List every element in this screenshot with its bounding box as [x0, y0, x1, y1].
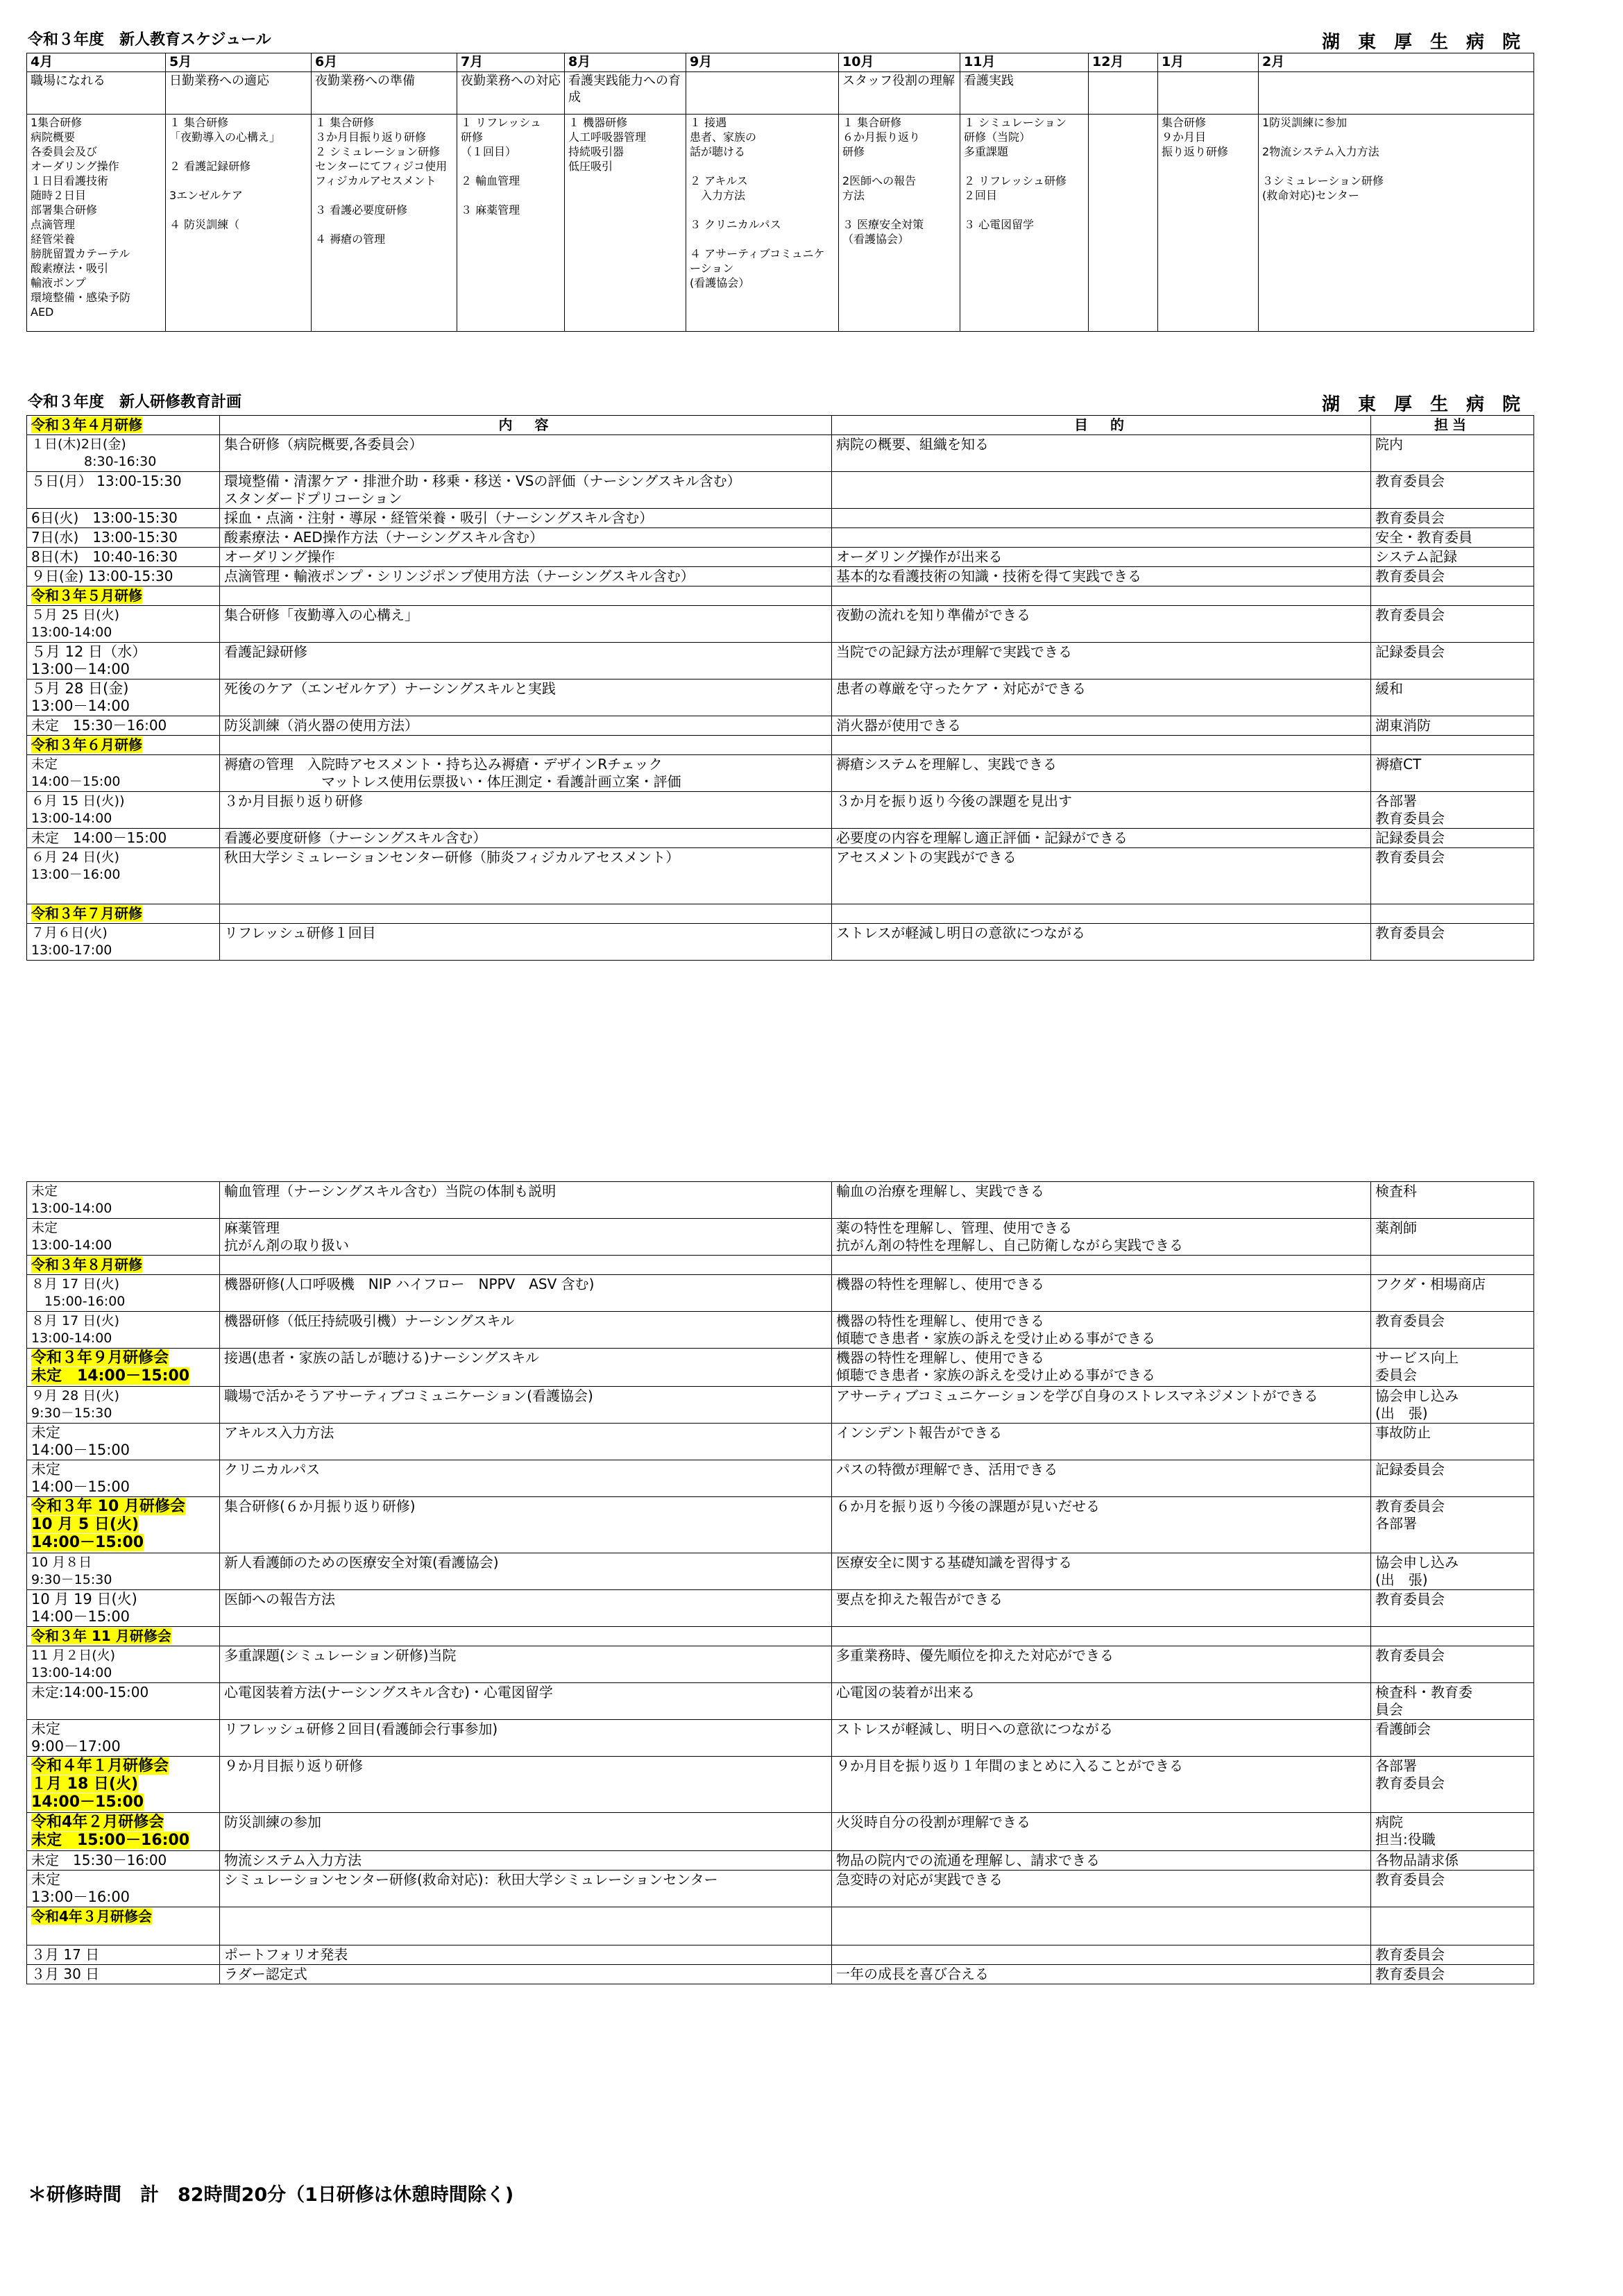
plan-row	[27, 1683, 1534, 1720]
schedule-row-details	[27, 115, 1534, 332]
owner-cell: 検査科	[1371, 1182, 1534, 1219]
content-cell: ３か月目振り返り研修	[220, 792, 832, 829]
section-heading-highlight: 令和３年９月研修会 未定 14:00－15:00	[31, 1349, 190, 1385]
purpose-cell: 一年の成長を喜び合える	[832, 1965, 1371, 1984]
plan-header-cell: 内 容	[220, 416, 832, 435]
date-cell-heading	[27, 1349, 220, 1387]
empty-cell	[832, 586, 1371, 606]
date-cell	[27, 1646, 220, 1683]
empty-cell	[220, 1627, 832, 1646]
content-cell: 看護必要度研修（ナーシングスキル含む）	[220, 829, 832, 848]
purpose-cell: 機器の特性を理解し、使用できる 傾聴でき患者・家族の訴えを受け止める事ができる	[832, 1312, 1371, 1349]
content-cell: オーダリング操作	[220, 548, 832, 567]
date-line: 10 月 19 日(火) 14:00－15:00	[31, 1591, 137, 1625]
date-cell	[27, 1219, 220, 1256]
purpose-cell: 急変時の対応が実践できる	[832, 1871, 1371, 1907]
purpose-cell: オーダリング操作が出来る	[832, 548, 1371, 567]
content-cell: リフレッシュ研修１回目	[220, 924, 832, 961]
empty-cell	[1371, 586, 1534, 606]
date-line: ９月 28 日(火) 9:30－15:30	[31, 1388, 120, 1421]
plan-row	[27, 848, 1534, 904]
owner-cell: 教育委員会	[1371, 1945, 1534, 1965]
date-cell	[27, 1312, 220, 1349]
content-cell: 接遇(患者・家族の話しが聴ける)ナーシングスキル	[220, 1349, 832, 1387]
owner-cell: 看護師会	[1371, 1720, 1534, 1757]
month-cell: 7月	[457, 53, 565, 72]
content-cell: ポートフォリオ発表	[220, 1945, 832, 1965]
content-cell: クリニカルパス	[220, 1460, 832, 1497]
owner-cell: 湖東消防	[1371, 716, 1534, 736]
content-cell: 集合研修「夜勤導入の心構え」	[220, 606, 832, 643]
content-cell: 職場で活かそうアサーティブコミュニケーション(看護協会)	[220, 1387, 832, 1424]
schedule-row-months	[27, 53, 1534, 72]
plan-row	[27, 716, 1534, 736]
detail-cell: 1防災訓練に参加 2物流システム入力方法 ３シミュレーション研修 (救命対応)センター	[1259, 115, 1534, 332]
date-line: 未定 13:00－16:00	[31, 1871, 130, 1905]
plan-header-cell: 目 的	[832, 416, 1371, 435]
detail-cell: １ リフレッシュ 研修 （１回目） ２ 輸血管理 ３ 麻薬管理	[457, 115, 565, 332]
goal-cell: 看護実践	[960, 72, 1089, 115]
date-cell-heading	[27, 1757, 220, 1813]
content-cell: 褥瘡の管理 入院時アセスメント・持ち込み褥瘡・デザインRチェック マットレス使用伝票扱い・体圧測定・看護計画立案・評価	[220, 755, 832, 792]
owner-cell: 薬剤師	[1371, 1219, 1534, 1256]
owner-cell: システム記録	[1371, 548, 1534, 567]
plan-row	[27, 435, 1534, 472]
empty-cell	[832, 1256, 1371, 1275]
content-cell: ９か月目振り返り研修	[220, 1757, 832, 1813]
detail-cell: １ 集合研修 ３か月目振り返り研修 ２ シミュレーション研修 センターにてフィジコ使用 フィジカルアセスメント ３ 看護必要度研修 ４ 褥瘡の管理	[312, 115, 457, 332]
section-heading-highlight: 令和３年７月研修	[31, 905, 142, 922]
content-cell: 防災訓練（消火器の使用方法）	[220, 716, 832, 736]
section-heading-highlight: 令和３年５月研修	[31, 587, 142, 604]
owner-cell: 協会申し込み (出 張)	[1371, 1553, 1534, 1590]
section-heading-highlight: 令和4年２月研修会 未定 15:00－16:00	[31, 1814, 190, 1849]
owner-cell: 記録委員会	[1371, 1460, 1534, 1497]
plan-row	[27, 1553, 1534, 1590]
purpose-cell: 機器の特性を理解し、使用できる	[832, 1275, 1371, 1312]
date-cell	[27, 1275, 220, 1312]
plan-title: 令和３年度 新人研修教育計画	[28, 394, 242, 411]
content-cell: 秋田大学シミュレーションセンター研修（肺炎フィジカルアセスメント）	[220, 848, 832, 904]
owner-cell: 教育委員会	[1371, 1965, 1534, 1984]
plan-row	[27, 1945, 1534, 1965]
purpose-cell: 病院の概要、組織を知る	[832, 435, 1371, 472]
content-cell: シミュレーションセンター研修(救命対応)：秋田大学シミュレーションセンター	[220, 1871, 832, 1907]
detail-cell: 1集合研修 病院概要 各委員会及び オーダリング操作 １日目看護技術 随時２日目 部署集合研修 点滴管理 経管栄養 膀胱留置カテーテル 酸素療法・吸引 輸液ポンプ 環境整備・感染予防 AED	[27, 115, 166, 332]
purpose-cell: ９か月目を振り返り１年間のまとめに入ることができる	[832, 1757, 1371, 1813]
date-line: ８月 17 日(火) 13:00-14:00	[31, 1313, 120, 1346]
content-cell: 防災訓練の参加	[220, 1813, 832, 1851]
date-cell	[27, 755, 220, 792]
plan-row	[27, 1312, 1534, 1349]
month-cell: 5月	[166, 53, 312, 72]
schedule-title: 令和３年度 新人教育スケジュール	[28, 31, 271, 49]
content-cell: 看護記録研修	[220, 643, 832, 679]
plan-header-cell: 担当	[1371, 416, 1534, 435]
empty-cell	[220, 904, 832, 924]
section-heading-highlight: 令和３年 11 月研修会	[31, 1628, 171, 1644]
owner-cell: 安全・教育委員	[1371, 528, 1534, 548]
goal-cell: 職場になれる	[27, 72, 166, 115]
month-cell: 4月	[27, 53, 166, 72]
plan-row	[27, 1424, 1534, 1460]
purpose-cell: ３か月を振り返り今後の課題を見出す	[832, 792, 1371, 829]
empty-cell	[1371, 1907, 1534, 1945]
owner-cell: 褥瘡CT	[1371, 755, 1534, 792]
date-cell: 未定:14:00-15:00	[27, 1683, 220, 1720]
empty-cell	[832, 1627, 1371, 1646]
content-cell: 死後のケア（エンゼルケア）ナーシングスキルと実践	[220, 679, 832, 716]
date-line: ７月６日(火) 13:00-17:00	[31, 925, 112, 958]
date-line: 未定 9:00－17:00	[31, 1721, 121, 1755]
date-cell	[27, 643, 220, 679]
content-cell: 機器研修（低圧持続吸引機）ナーシングスキル	[220, 1312, 832, 1349]
plan-section-row	[27, 586, 1534, 606]
owner-cell: 教育委員会	[1371, 1871, 1534, 1907]
plan-row	[27, 1646, 1534, 1683]
schedule-row-goals	[27, 72, 1534, 115]
plan-row	[27, 1813, 1534, 1851]
date-cell	[27, 679, 220, 716]
owner-cell: 検査科・教育委 員会	[1371, 1683, 1534, 1720]
date-cell	[27, 606, 220, 643]
owner-cell: 各物品請求係	[1371, 1851, 1534, 1871]
purpose-cell: ストレスが軽減し明日の意欲につながる	[832, 924, 1371, 961]
purpose-cell: 褥瘡システムを理解し、実践できる	[832, 755, 1371, 792]
purpose-cell: 医療安全に関する基礎知識を習得する	[832, 1553, 1371, 1590]
purpose-cell: 消火器が使用できる	[832, 716, 1371, 736]
owner-cell: 教育委員会	[1371, 509, 1534, 528]
detail-cell	[1089, 115, 1158, 332]
date-cell-heading	[27, 1497, 220, 1553]
section-heading-highlight: 令和３年４月研修	[31, 416, 142, 433]
content-cell: リフレッシュ研修２回目(看護師会行事参加)	[220, 1720, 832, 1757]
section-heading-highlight: 令和３年 10 月研修会 10 月 5 日(火) 14:00－15:00	[31, 1498, 185, 1551]
date-cell: ９日(金) 13:00-15:30	[27, 567, 220, 586]
schedule-table	[26, 53, 1534, 332]
plan-row	[27, 606, 1534, 643]
content-cell: 医師への報告方法	[220, 1590, 832, 1627]
section-heading	[27, 586, 220, 606]
plan-row	[27, 567, 1534, 586]
plan-hospital: 湖 東 厚 生 病 院	[1322, 394, 1521, 415]
plan-row	[27, 528, 1534, 548]
month-cell: 2月	[1259, 53, 1534, 72]
purpose-cell: 当院での記録方法が理解で実践できる	[832, 643, 1371, 679]
date-cell: 6日(火) 13:00-15:30	[27, 509, 220, 528]
section-heading	[27, 1256, 220, 1275]
purpose-cell	[832, 1945, 1371, 1965]
purpose-cell: 機器の特性を理解し、使用できる 傾聴でき患者・家族の訴えを受け止める事ができる	[832, 1349, 1371, 1387]
plan-section-row	[27, 904, 1534, 924]
date-line: 未定 14:00－15:00	[31, 1461, 130, 1495]
content-cell: 環境整備・清潔ケア・排泄介助・移乗・移送・VSの評価（ナーシングスキル含む） スタンダードプリコーション	[220, 472, 832, 509]
purpose-cell	[832, 509, 1371, 528]
purpose-cell: アサーティブコミュニケーションを学び自身のストレスマネジメントができる	[832, 1387, 1371, 1424]
content-cell: 物流システム入力方法	[220, 1851, 832, 1871]
plan-header-cell	[27, 416, 220, 435]
date-line: 未定 14:00－15:00	[31, 1424, 130, 1458]
owner-cell: 事故防止	[1371, 1424, 1534, 1460]
goal-cell: スタッフ役割の理解	[839, 72, 960, 115]
owner-cell: サービス向上 委員会	[1371, 1349, 1534, 1387]
plan-row	[27, 792, 1534, 829]
purpose-cell: 薬の特性を理解し、管理、使用できる 抗がん剤の特性を理解し、自己防衛しながら実践できる	[832, 1219, 1371, 1256]
owner-cell: 院内	[1371, 435, 1534, 472]
section-heading	[27, 1627, 220, 1646]
section-heading-highlight: 令和３年６月研修	[31, 736, 142, 753]
date-cell: ３月 17 日	[27, 1945, 220, 1965]
detail-cell: １ シミュレーション 研修（当院） 多重課題 ２ リフレッシュ研修 ２回目 ３ 心電図留学	[960, 115, 1089, 332]
date-cell	[27, 435, 220, 472]
goal-cell	[1259, 72, 1534, 115]
plan-row	[27, 1497, 1534, 1553]
owner-cell: 教育委員会	[1371, 1590, 1534, 1627]
date-line: 未定 13:00-14:00	[31, 1183, 112, 1216]
owner-cell: 記録委員会	[1371, 643, 1534, 679]
goal-cell	[1158, 72, 1259, 115]
goal-cell: 看護実践能力への育成	[565, 72, 686, 115]
date-cell	[27, 1460, 220, 1497]
owner-cell: 教育委員会	[1371, 1646, 1534, 1683]
goal-cell: 夜勤業務への準備	[312, 72, 457, 115]
date-cell	[27, 1387, 220, 1424]
empty-cell	[1371, 1627, 1534, 1646]
date-cell: 未定 14:00－15:00	[27, 829, 220, 848]
plan-row	[27, 548, 1534, 567]
date-cell	[27, 924, 220, 961]
detail-cell: 集合研修 ９か月目 振り返り研修	[1158, 115, 1259, 332]
month-cell: 11月	[960, 53, 1089, 72]
date-line: ６月 15 日(火)) 13:00-14:00	[31, 793, 125, 826]
plan-section-row	[27, 1627, 1534, 1646]
date-cell	[27, 1424, 220, 1460]
owner-cell: 協会申し込み (出 張)	[1371, 1387, 1534, 1424]
plan-row	[27, 755, 1534, 792]
owner-cell: 教育委員会	[1371, 567, 1534, 586]
owner-cell: 記録委員会	[1371, 829, 1534, 848]
empty-cell	[832, 904, 1371, 924]
date-line: 未定 13:00-14:00	[31, 1220, 112, 1253]
purpose-cell	[832, 528, 1371, 548]
purpose-cell: 火災時自分の役割が理解できる	[832, 1813, 1371, 1851]
content-cell: 採血・点滴・注射・導尿・経管栄養・吸引（ナーシングスキル含む）	[220, 509, 832, 528]
plan-row	[27, 1851, 1534, 1871]
content-cell: 輸血管理（ナーシングスキル含む）当院の体制も説明	[220, 1182, 832, 1219]
section-heading	[27, 904, 220, 924]
purpose-cell: 輸血の治療を理解し、実践できる	[832, 1182, 1371, 1219]
month-cell: 1月	[1158, 53, 1259, 72]
purpose-cell: 基本的な看護技術の知識・技術を得て実践できる	[832, 567, 1371, 586]
empty-cell	[220, 1256, 832, 1275]
plan-row	[27, 679, 1534, 716]
purpose-cell: 必要度の内容を理解し適正評価・記録ができる	[832, 829, 1371, 848]
date-line: ５月 12 日（水） 13:00－14:00	[31, 643, 147, 677]
content-cell: 麻薬管理 抗がん剤の取り扱い	[220, 1219, 832, 1256]
detail-cell: １ 機器研修 人工呼吸器管理 持続吸引器 低圧吸引	[565, 115, 686, 332]
plan-row	[27, 1219, 1534, 1256]
owner-cell: 各部署 教育委員会	[1371, 792, 1534, 829]
goal-cell: 夜勤業務への対応	[457, 72, 565, 115]
purpose-cell: ６か月を振り返り今後の課題が見いだせる	[832, 1497, 1371, 1553]
detail-cell: １ 接遇 患者、家族の 話が聴ける ２ アキルス 入力方法 ３ クリニカルパス ４ アサーティブコミュニケーション (看護協会）	[686, 115, 839, 332]
purpose-cell	[832, 472, 1371, 509]
date-cell	[27, 1871, 220, 1907]
plan-row	[27, 1349, 1534, 1387]
owner-cell: 教育委員会	[1371, 1312, 1534, 1349]
plan-header-row	[27, 416, 1534, 435]
month-cell: 6月	[312, 53, 457, 72]
plan-row	[27, 1460, 1534, 1497]
section-heading	[27, 1907, 220, 1945]
owner-cell: 各部署 教育委員会	[1371, 1757, 1534, 1813]
plan-row	[27, 1757, 1534, 1813]
date-cell	[27, 1720, 220, 1757]
date-cell	[27, 1182, 220, 1219]
owner-cell: 緩和	[1371, 679, 1534, 716]
date-line: １日(木)2日(金) 8:30-16:30	[31, 437, 157, 469]
month-cell: 8月	[565, 53, 686, 72]
plan-row	[27, 472, 1534, 509]
purpose-cell: アセスメントの実践ができる	[832, 848, 1371, 904]
content-cell: アキルス入力方法	[220, 1424, 832, 1460]
plan-section-row	[27, 1256, 1534, 1275]
plan-table-1	[26, 415, 1534, 961]
owner-cell: 病院 担当:役職	[1371, 1813, 1534, 1851]
purpose-cell: 要点を抑えた報告ができる	[832, 1590, 1371, 1627]
plan-row	[27, 1720, 1534, 1757]
content-cell: 集合研修(６か月振り返り研修)	[220, 1497, 832, 1553]
purpose-cell: 患者の尊厳を守ったケア・対応ができる	[832, 679, 1371, 716]
content-cell: 酸素療法・AED操作方法（ナーシングスキル含む）	[220, 528, 832, 548]
content-cell: 多重課題(シミュレーション研修)当院	[220, 1646, 832, 1683]
purpose-cell: パスの特徴が理解でき、活用できる	[832, 1460, 1371, 1497]
plan-table-2	[26, 1181, 1534, 1984]
month-cell: 12月	[1089, 53, 1158, 72]
plan-row	[27, 1871, 1534, 1907]
section-heading-highlight: 令和4年３月研修会	[31, 1908, 152, 1925]
content-cell: 心電図装着方法(ナーシングスキル含む)・心電図留学	[220, 1683, 832, 1720]
plan-row	[27, 1965, 1534, 1984]
date-cell-heading	[27, 1813, 220, 1851]
plan-row	[27, 924, 1534, 961]
date-line: ５月 28 日(金) 13:00－14:00	[31, 680, 130, 714]
date-cell	[27, 848, 220, 904]
empty-cell	[220, 736, 832, 755]
goal-cell: 日勤業務への適応	[166, 72, 312, 115]
content-cell: 点滴管理・輸液ポンプ・シリンジポンプ使用方法（ナーシングスキル含む）	[220, 567, 832, 586]
empty-cell	[220, 586, 832, 606]
plan-row	[27, 1387, 1534, 1424]
date-line: ６月 24 日(火) 13:00－16:00	[31, 850, 121, 882]
plan-row	[27, 829, 1534, 848]
owner-cell: フクダ・相場商店	[1371, 1275, 1534, 1312]
date-cell: 未定 15:30－16:00	[27, 716, 220, 736]
owner-cell: 教育委員会 各部署	[1371, 1497, 1534, 1553]
purpose-cell: 心電図の装着が出来る	[832, 1683, 1371, 1720]
date-line: 11 月２日(火) 13:00-14:00	[31, 1648, 116, 1680]
content-cell: 新人看護師のための医療安全対策(看護協会)	[220, 1553, 832, 1590]
date-line: 10 月８日 9:30－15:30	[31, 1555, 112, 1587]
owner-cell: 教育委員会	[1371, 848, 1534, 904]
plan-row	[27, 643, 1534, 679]
section-heading	[27, 736, 220, 755]
empty-cell	[220, 1907, 832, 1945]
plan-row	[27, 1590, 1534, 1627]
purpose-cell: 物品の院内での流通を理解し、請求できる	[832, 1851, 1371, 1871]
content-cell: ラダー認定式	[220, 1965, 832, 1984]
date-cell	[27, 792, 220, 829]
plan-row	[27, 1182, 1534, 1219]
date-cell: ３月 30 日	[27, 1965, 220, 1984]
empty-cell	[1371, 736, 1534, 755]
plan-section-row	[27, 736, 1534, 755]
content-cell: 機器研修(人口呼吸機 NIP ハイフロー NPPV ASV 含む)	[220, 1275, 832, 1312]
detail-cell: １ 集合研修 「夜勤導入の心構え」 ２ 看護記録研修 3エンゼルケア ４ 防災訓練（	[166, 115, 312, 332]
date-cell: 7日(水) 13:00-15:30	[27, 528, 220, 548]
date-cell: ５日(月） 13:00-15:30	[27, 472, 220, 509]
section-heading-highlight: 令和４年１月研修会 １月 18 日(火) 14:00－15:00	[31, 1757, 169, 1811]
empty-cell	[832, 1907, 1371, 1945]
content-cell: 集合研修（病院概要,各委員会）	[220, 435, 832, 472]
detail-cell: １ 集合研修 ６か月振り返り 研修 2医師への報告 方法 ３ 医療安全対策 （看護協会）	[839, 115, 960, 332]
date-cell	[27, 1590, 220, 1627]
date-line: ８月 17 日(火) 15:00-16:00	[31, 1276, 126, 1309]
schedule-hospital: 湖 東 厚 生 病 院	[1322, 32, 1521, 53]
purpose-cell: 夜勤の流れを知り準備ができる	[832, 606, 1371, 643]
owner-cell: 教育委員会	[1371, 472, 1534, 509]
section-heading-highlight: 令和３年８月研修	[31, 1256, 142, 1273]
total-hours-note: ＊研修時間 計 82時間20分（1日研修は休憩時間除く)	[28, 2184, 514, 2206]
purpose-cell: インシデント報告ができる	[832, 1424, 1371, 1460]
plan-row	[27, 509, 1534, 528]
month-cell: 9月	[686, 53, 839, 72]
date-cell: 8日(木) 10:40-16:30	[27, 548, 220, 567]
month-cell: 10月	[839, 53, 960, 72]
plan-row	[27, 1275, 1534, 1312]
owner-cell: 教育委員会	[1371, 924, 1534, 961]
date-cell: 未定 15:30－16:00	[27, 1851, 220, 1871]
empty-cell	[832, 736, 1371, 755]
empty-cell	[1371, 904, 1534, 924]
owner-cell: 教育委員会	[1371, 606, 1534, 643]
plan-section-row	[27, 1907, 1534, 1945]
goal-cell	[686, 72, 839, 115]
goal-cell	[1089, 72, 1158, 115]
purpose-cell: 多重業務時、優先順位を抑えた対応ができる	[832, 1646, 1371, 1683]
date-line: 未定 14:00－15:00	[31, 757, 121, 789]
empty-cell	[1371, 1256, 1534, 1275]
date-cell	[27, 1553, 220, 1590]
purpose-cell: ストレスが軽減し、明日への意欲につながる	[832, 1720, 1371, 1757]
date-line: ５月 25 日(火) 13:00-14:00	[31, 607, 120, 640]
